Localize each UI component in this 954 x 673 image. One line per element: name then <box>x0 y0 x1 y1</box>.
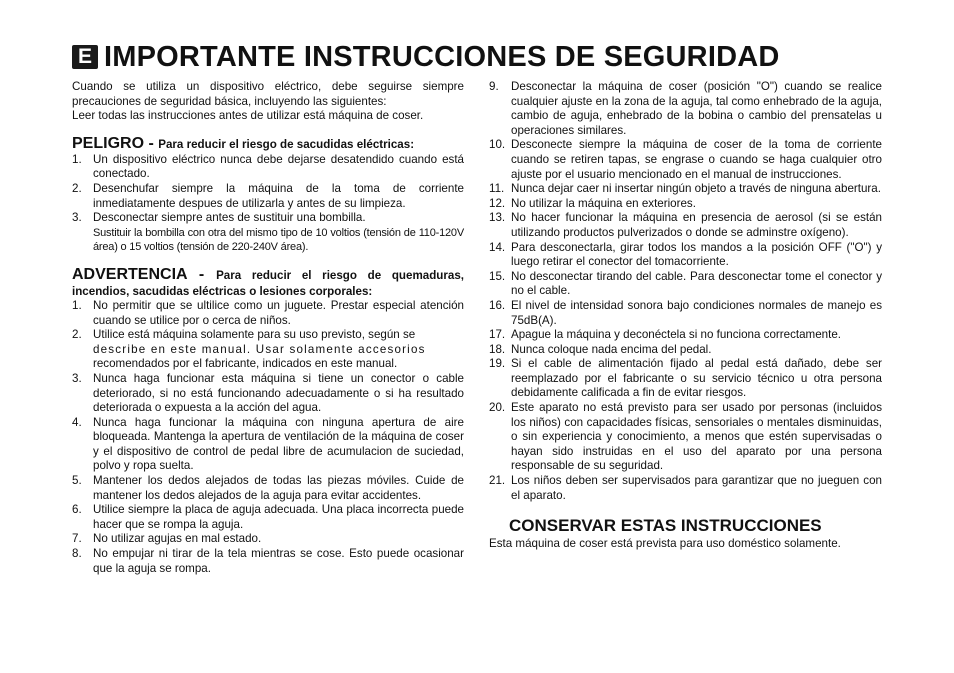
list-item <box>489 328 882 343</box>
item-text-cont: describe en este manual. Usar solamente accesorios <box>93 342 426 356</box>
item-number: 20. <box>489 401 506 415</box>
item-number: 21. <box>489 474 506 488</box>
item-number: 19. <box>489 357 506 371</box>
conservar-heading: CONSERVAR ESTAS INSTRUCCIONES <box>509 516 822 536</box>
list-item <box>489 401 882 474</box>
list-item <box>72 372 464 416</box>
peligro-heading <box>72 135 464 153</box>
right-column <box>489 80 882 552</box>
list-item <box>72 532 464 547</box>
intro-read-all: Leer todas las instrucciones antes de utilizar está máquina de coser. <box>72 109 424 123</box>
list-item <box>489 80 882 138</box>
list-item <box>489 241 882 270</box>
item-text: Para desconectarla, girar todos los mandos a la posición OFF ("O") y luego retirar el conector del tomacorriente. <box>511 240 882 269</box>
list-item <box>489 343 882 358</box>
item-text: No empujar ni tirar de la tela mientras se cose. Esto puede ocasionar que la aguja se rompa. <box>93 547 464 575</box>
item-number: 14. <box>489 240 506 254</box>
peligro-title: PELIGRO - <box>72 134 154 152</box>
item-text: No utilizar agujas en mal estado. <box>93 532 262 546</box>
item-text: Mantener los dedos alejados de todas las piezas móviles. Cuide de mantener los dedos alejados de la aguja para evitar accidentes. <box>93 474 464 502</box>
safety-list-continued <box>489 80 882 503</box>
language-badge: E <box>72 45 98 69</box>
item-number: 5. <box>72 474 82 488</box>
item-number: 7. <box>72 532 82 546</box>
item-number: 9. <box>489 80 499 93</box>
advertencia-heading <box>72 267 464 299</box>
item-number: 1. <box>72 298 82 312</box>
item-text: Desconecte siempre la máquina de coser de la toma de corriente cuando se retiren tapas, se engrase o cuando se haga cualquier otro ajuste por el usuario mencionado en el manual de instrucciones. <box>511 138 882 181</box>
item-number: 3. <box>72 211 82 225</box>
list-item <box>72 547 464 576</box>
left-column <box>72 80 464 576</box>
list-item <box>489 197 882 212</box>
item-number: 18. <box>489 342 506 356</box>
item-text: Apague la máquina y deconéctela si no funciona correctamente. <box>511 328 841 342</box>
item-text: Nunca dejar caer ni insertar ningún objeto a través de ninguna abertura. <box>511 182 881 196</box>
item-text: No utilizar la máquina en exteriores. <box>511 196 696 210</box>
list-item <box>489 299 882 328</box>
list-item <box>489 138 882 182</box>
item-number: 16. <box>489 298 506 312</box>
list-item <box>72 474 464 503</box>
item-number: 1. <box>72 152 82 166</box>
item-number: 6. <box>72 503 82 517</box>
list-item <box>72 211 464 255</box>
item-number: 11. <box>489 182 505 196</box>
item-text: No desconectar tirando del cable. Para desconectar tome el conector y no el cable. <box>511 269 882 298</box>
item-text: Si el cable de alimentación fijado al pedal está dañado, debe ser reemplazado por el fabricante o su servicio técnico u otra persona debidamente calificada a fin de evitar riesgos. <box>511 357 882 400</box>
item-number: 17. <box>489 328 506 342</box>
item-text: Un dispositivo eléctrico nunca debe dejarse desatendido cuando está conectado. <box>93 152 464 181</box>
advertencia-list <box>72 299 464 576</box>
item-text: Los niños deben ser supervisados para garantizar que no jueguen con el aparato. <box>511 474 882 502</box>
item-text: Este aparato no está previsto para ser usado por personas (incluidos los niños) con capacidades físicas, sensoriales o mentales disminuidas, o sin experiencia y conocimiento, a menos que estén supervisadas o hayan sido instruidas en el uso del aparato por una persona responsable de su seguridad. <box>511 401 882 473</box>
intro-paragraph: Cuando se utiliza un dispositivo eléctrico, debe seguirse siempre precauciones de seguridad básica, incluyendo las siguientes: <box>72 80 464 108</box>
peligro-list <box>72 153 464 255</box>
item-number: 2. <box>72 328 82 342</box>
advertencia-subheading: Para reducir el riesgo de quemaduras, incendios, sacudidas eléctricas o lesiones corporales: <box>72 268 464 298</box>
item-text: Nunca haga funcionar la máquina con ninguna apertura de aire bloqueada. Mantenga la apertura de ventilación de la máquina de coser y el dispositivo de control de pedal libre de acumulacion de suciedad, polvo y ropa suelta. <box>93 415 464 473</box>
list-item <box>72 328 464 372</box>
list-item <box>72 153 464 182</box>
domestic-use-note: Esta máquina de coser está prevista para uso doméstico solamente. <box>489 537 841 551</box>
item-number: 4. <box>72 415 82 429</box>
item-text: No hacer funcionar la máquina en presencia de aerosol (si se están utilizando productos pulverizados o donde se adminstre oxígeno). <box>511 211 882 239</box>
list-item <box>72 299 464 328</box>
item-number: 8. <box>72 547 82 561</box>
page-header <box>72 41 780 73</box>
item-text: El nivel de intensidad sonora bajo condiciones normales de manejo es 75dB(A). <box>511 298 882 327</box>
list-item <box>489 182 882 197</box>
list-item <box>489 474 882 503</box>
item-number: 15. <box>489 269 506 283</box>
list-item <box>72 416 464 474</box>
item-text: Nunca coloque nada encima del pedal. <box>511 342 712 356</box>
item-number: 10. <box>489 138 506 152</box>
item-text: Nunca haga funcionar esta máquina si tiene un conector o cable deteriorado, si no está funcionando adecuadamente o si ha resultado deteriorada o expuesta a la acción del agua. <box>93 371 464 415</box>
list-item <box>489 357 882 401</box>
item-text: Desenchufar siempre la máquina de la toma de corriente inmediatamente despues de utilizarla y antes de su limpieza. <box>93 181 464 210</box>
item-number: 13. <box>489 211 506 225</box>
item-text-cont: recomendados por el fabricante, indicados en este manual. <box>93 357 398 371</box>
item-text: Desconectar siempre antes de sustituir una bombilla. <box>93 211 366 225</box>
item-number: 2. <box>72 181 82 195</box>
list-item <box>72 503 464 532</box>
item-number: 12. <box>489 196 506 210</box>
peligro-subheading: Para reducir el riesgo de sacudidas eléctricas: <box>158 137 415 151</box>
item-text: Desconectar la máquina de coser (posición "O") cuando se realice cualquier ajuste en la zona de la aguja, tal como enhebrado de la aguja, cambio de aguja, enhebrado de la bobina o cambio del prensatelas u operaciones similares. <box>511 80 882 137</box>
item-text: Utilice siempre la placa de aguja adecuada. Una placa incorrecta puede hacer que se rompa la aguja. <box>93 503 464 531</box>
item-number: 3. <box>72 371 82 385</box>
item-note: Sustituir la bombilla con otra del mismo tipo de 10 voltios (tensión de 110-120V área) o 15 voltios (tensión de 220-240V área). <box>93 226 464 254</box>
list-item <box>489 211 882 240</box>
item-text: No permitir que se ultilice como un juguete. Prestar especial atención cuando se utilice por o cerca de niños. <box>93 298 464 327</box>
advertencia-title: ADVERTENCIA - <box>72 265 205 283</box>
list-item <box>72 182 464 211</box>
page-title: IMPORTANTE INSTRUCCIONES DE SEGURIDAD <box>104 40 780 73</box>
list-item <box>489 270 882 299</box>
item-text: Utilice está máquina solamente para su uso previsto, según se <box>93 328 416 342</box>
